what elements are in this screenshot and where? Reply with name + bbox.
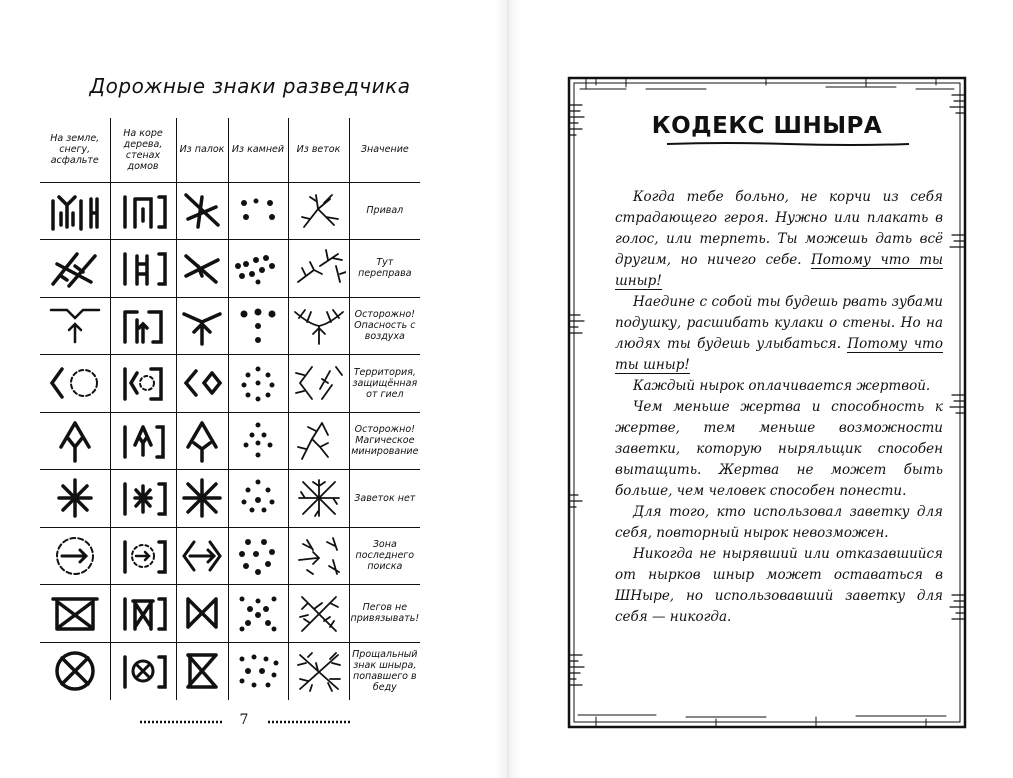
crossing-ground-sign-icon xyxy=(47,246,103,290)
protected-territory-bark-sign-icon xyxy=(117,361,169,405)
column-header: На земле, снегу, асфальте xyxy=(40,118,110,182)
sign-cell xyxy=(110,585,176,643)
sign-cell xyxy=(176,527,228,585)
emphasis-underlined: Потому что ты шныр! xyxy=(615,252,943,289)
table-row xyxy=(40,585,420,643)
air-danger-bark-sign-icon xyxy=(117,304,169,348)
sign-cell xyxy=(110,355,176,413)
sign-cell xyxy=(176,240,228,298)
title-underline xyxy=(665,141,911,147)
sign-cell xyxy=(110,412,176,470)
sign-cell xyxy=(228,585,288,643)
farewell-branches-sign-icon xyxy=(294,649,344,693)
sign-cell xyxy=(176,470,228,528)
codex-paragraph: Когда тебе больно, не корчи из себя страдающего героя. Нужно или плакать в голос, или терпеть. Ты можешь дать всё другим, но ничего себе. Потому что ты шныр! xyxy=(615,189,943,289)
sign-meaning: Территория, защищённая от гиел xyxy=(349,355,420,413)
sign-cell xyxy=(40,642,110,700)
sign-cell xyxy=(288,297,349,355)
sign-cell xyxy=(228,642,288,700)
folio-ornament-left xyxy=(140,720,222,724)
column-header: Из веток xyxy=(288,118,349,182)
sign-cell xyxy=(288,585,349,643)
sign-cell xyxy=(40,355,110,413)
air-danger-sticks-sign-icon xyxy=(180,304,224,348)
air-danger-branches-sign-icon xyxy=(291,304,347,348)
column-header: Из камней xyxy=(228,118,288,182)
no-tether-ground-sign-icon xyxy=(47,591,103,635)
sign-cell xyxy=(40,297,110,355)
sign-cell xyxy=(228,470,288,528)
table-row xyxy=(40,470,420,528)
sign-meaning: Прощальный знак шныра, попавшего в беду xyxy=(349,642,420,700)
magic-mining-bark-sign-icon xyxy=(117,419,169,463)
sign-cell xyxy=(110,470,176,528)
sign-meaning: Зона последнего поиска xyxy=(349,527,420,585)
page-number: 7 xyxy=(239,712,249,728)
protected-territory-sticks-sign-icon xyxy=(180,361,224,405)
sign-cell xyxy=(288,527,349,585)
farewell-bark-sign-icon xyxy=(117,649,169,693)
rest-bark-sign-icon xyxy=(117,189,169,233)
sign-cell xyxy=(176,642,228,700)
crossing-stones-sign-icon xyxy=(232,246,284,290)
no-tether-branches-sign-icon xyxy=(294,591,344,635)
last-search-ground-sign-icon xyxy=(50,534,100,578)
section-title: КОДЕКС ШНЫРА xyxy=(651,113,883,139)
sign-cell xyxy=(228,355,288,413)
no-zavetki-stones-sign-icon xyxy=(236,476,280,520)
table-row xyxy=(40,182,420,240)
no-tether-stones-sign-icon xyxy=(236,591,280,635)
sign-cell xyxy=(40,182,110,240)
no-zavetki-sticks-sign-icon xyxy=(180,476,224,520)
sign-cell xyxy=(176,182,228,240)
sign-cell xyxy=(176,355,228,413)
sign-meaning: Тут переправа xyxy=(349,240,420,298)
sign-cell xyxy=(40,412,110,470)
table-row xyxy=(40,412,420,470)
emphasis-underlined: Потому что ты шныр! xyxy=(615,336,943,373)
last-search-sticks-sign-icon xyxy=(180,534,224,578)
protected-territory-branches-sign-icon xyxy=(292,361,346,405)
codex-paragraph: Для того, кто использовал заветку для себя, повторный нырок невозможен. xyxy=(615,504,943,541)
sign-cell xyxy=(110,297,176,355)
sign-meaning: Привал xyxy=(349,182,420,240)
sign-meaning: Заветок нет xyxy=(349,470,420,528)
sign-cell xyxy=(228,412,288,470)
sign-cell xyxy=(228,182,288,240)
last-search-branches-sign-icon xyxy=(293,534,345,578)
table-row xyxy=(40,240,420,298)
rest-stones-sign-icon xyxy=(234,189,282,233)
sign-cell xyxy=(288,470,349,528)
sign-cell xyxy=(288,412,349,470)
table-row xyxy=(40,355,420,413)
last-search-stones-sign-icon xyxy=(236,534,280,578)
protected-territory-stones-sign-icon xyxy=(236,361,280,405)
table-row xyxy=(40,642,420,700)
no-zavetki-branches-sign-icon xyxy=(295,476,343,520)
sign-cell xyxy=(110,642,176,700)
protected-territory-ground-sign-icon xyxy=(46,361,104,405)
crossing-bark-sign-icon xyxy=(117,246,169,290)
no-zavetki-ground-sign-icon xyxy=(53,476,97,520)
codex-paragraph: Чем меньше жертва и способность к жертве, тем меньше возможности заветки, которую ныряльщик способен вытащить. Жертва не может быть больше, чем человек способен понести. xyxy=(615,399,943,499)
sign-cell xyxy=(288,642,349,700)
sign-cell xyxy=(288,355,349,413)
codex-paragraph: Каждый нырок оплачивается жертвой. xyxy=(633,378,931,394)
no-tether-bark-sign-icon xyxy=(117,591,169,635)
page-folio xyxy=(140,712,352,732)
magic-mining-ground-sign-icon xyxy=(51,419,99,463)
rest-sticks-sign-icon xyxy=(180,189,224,233)
farewell-stones-sign-icon xyxy=(234,649,282,693)
last-search-bark-sign-icon xyxy=(117,534,169,578)
column-header: Значение xyxy=(349,118,420,182)
codex-paragraph: Наедине с собой ты будешь рвать зубами подушку, расшибать кулаки о стены. Но на людях ты будешь улыбаться. Потому что ты шныр! xyxy=(615,294,943,373)
page-title: Дорожные знаки разведчика xyxy=(89,74,411,98)
sign-meaning: Осторожно! Магическое минирование xyxy=(349,412,420,470)
sign-meaning: Пегов не привязывать! xyxy=(349,585,420,643)
road-signs-table xyxy=(40,118,420,700)
sign-cell xyxy=(228,527,288,585)
codex-paragraph: Никогда не нырявший или отказавшийся от нырков шныр может оставаться в ШНыре, но использовавший заветку для себя — никогда. xyxy=(615,546,943,625)
sign-cell xyxy=(110,240,176,298)
column-header: Из палок xyxy=(176,118,228,182)
sign-cell xyxy=(110,182,176,240)
air-danger-ground-sign-icon xyxy=(47,304,103,348)
sign-cell xyxy=(176,297,228,355)
rest-ground-sign-icon xyxy=(47,189,103,233)
sign-cell xyxy=(40,240,110,298)
codex-text xyxy=(615,187,943,628)
no-zavetki-bark-sign-icon xyxy=(117,476,169,520)
magic-mining-branches-sign-icon xyxy=(294,419,344,463)
farewell-ground-sign-icon xyxy=(49,648,101,694)
sign-cell xyxy=(40,470,110,528)
book-gutter xyxy=(494,0,522,778)
folio-ornament-right xyxy=(268,720,350,724)
magic-mining-sticks-sign-icon xyxy=(180,419,224,463)
table-row xyxy=(40,297,420,355)
table-row xyxy=(40,527,420,585)
column-header: На коре дерева, стенах домов xyxy=(110,118,176,182)
sign-cell xyxy=(176,412,228,470)
air-danger-stones-sign-icon xyxy=(236,304,280,348)
table-header-row xyxy=(40,118,420,182)
farewell-sticks-sign-icon xyxy=(180,649,224,693)
sign-cell xyxy=(228,297,288,355)
crossing-sticks-sign-icon xyxy=(180,246,224,290)
sign-cell xyxy=(228,240,288,298)
sign-cell xyxy=(40,527,110,585)
sign-cell xyxy=(40,585,110,643)
sign-cell xyxy=(288,182,349,240)
rest-branches-sign-icon xyxy=(294,189,344,233)
sign-meaning: Осторожно! Опасность с воздуха xyxy=(349,297,420,355)
no-tether-sticks-sign-icon xyxy=(180,591,224,635)
sign-cell xyxy=(176,585,228,643)
crossing-branches-sign-icon xyxy=(292,246,346,290)
sign-cell xyxy=(288,240,349,298)
sign-cell xyxy=(110,527,176,585)
magic-mining-stones-sign-icon xyxy=(236,419,280,463)
